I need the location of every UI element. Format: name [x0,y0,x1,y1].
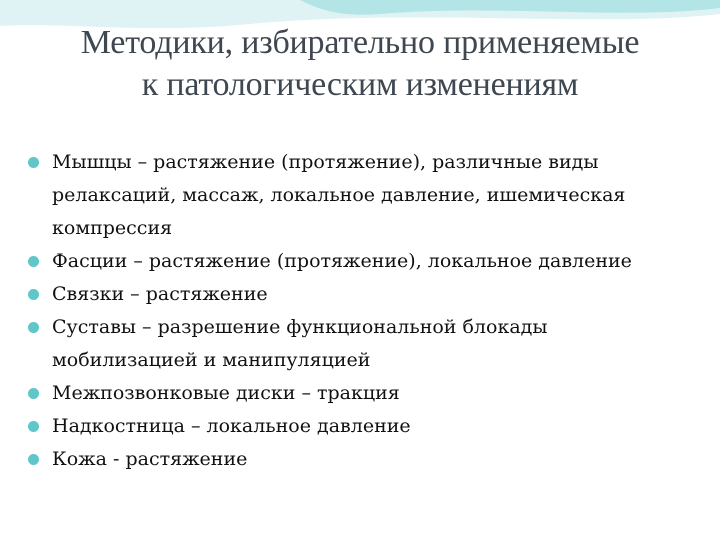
bullet-icon [28,289,39,300]
bullet-icon [28,421,39,432]
bullet-icon [28,454,39,465]
bullet-text-line: Суставы – разрешение функциональной блокады [52,316,548,338]
bullet-icon [28,256,39,267]
bullet-icon [28,157,39,168]
bullet-list [28,146,698,476]
bullet-item [28,443,698,476]
bullet-item [28,311,698,377]
bullet-item [28,146,698,245]
bullet-icon [28,322,39,333]
bullet-text-line: Связки – растяжение [52,283,268,305]
bullet-text-line: Надкостница – локальное давление [52,415,411,437]
bullet-item [28,278,698,311]
slide-title-line: к патологическим изменениям [141,66,579,103]
bullet-text-line: компрессия [52,217,173,239]
bullet-text-line: Кожа - растяжение [52,448,248,470]
bullet-item [28,410,698,443]
bullet-item [28,377,698,410]
bullet-text-line: Мышцы – растяжение (протяжение), различные виды [52,151,599,173]
bullet-text-line: Межпозвонковые диски – тракция [52,382,400,404]
slide-title-line: Методики, избирательно применяемые [80,24,640,61]
bullet-text-line: Фасции – растяжение (протяжение), локальное давление [52,250,632,272]
bullet-text-line: мобилизацией и манипуляцией [52,349,371,371]
bullet-icon [28,388,39,399]
bullet-item [28,245,698,278]
bullet-text-line: релаксаций, массаж, локальное давление, ишемическая [52,184,626,206]
slide-title [0,22,720,106]
